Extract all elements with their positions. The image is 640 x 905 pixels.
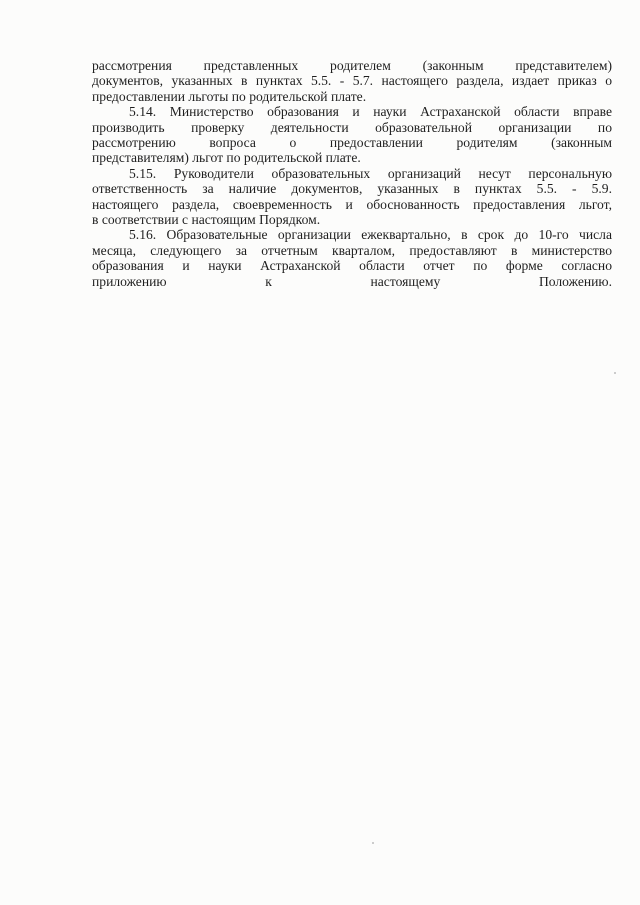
text-line: ответственность за наличие документов, указанных в пунктах 5.5. - 5.9. <box>92 181 612 197</box>
paragraph-5-15 <box>92 166 612 228</box>
text-line: 5.15. Руководители образовательных организаций несут персональную <box>129 165 612 181</box>
scan-speck <box>614 372 616 374</box>
text-line: представителям) льгот по родительской плате. <box>92 150 361 166</box>
text-line: в соответствии с настоящим Порядком. <box>92 212 321 228</box>
scan-speck <box>372 842 374 844</box>
paragraph-5-16 <box>92 227 612 289</box>
text-line: образования и науки Астраханской области отчет по форме согласно <box>92 258 612 274</box>
paragraph-1 <box>92 58 612 104</box>
text-line: предоставлении льготы по родительской плате. <box>92 88 367 104</box>
text-line: настоящего раздела, своевременность и обоснованность предоставления льгот, <box>92 196 612 212</box>
text-line: месяца, следующего за отчетным кварталом, предоставляют в министерство <box>92 242 612 258</box>
document-body <box>92 58 612 289</box>
paragraph-5-14 <box>92 104 612 166</box>
text-line: производить проверку деятельности образовательной организации по <box>92 119 612 135</box>
text-line: документов, указанных в пунктах 5.5. - 5.7. настоящего раздела, издает приказ о <box>92 73 612 89</box>
text-line: 5.16. Образовательные организации ежеквартально, в срок до 10-го числа <box>129 227 612 243</box>
text-line: 5.14. Министерство образования и науки Астраханской области вправе <box>129 104 612 120</box>
text-line: рассмотрению вопроса о предоставлении родителям (законным <box>92 135 612 151</box>
text-line: приложению к настоящему Положению. <box>92 273 612 289</box>
text-line: рассмотрения представленных родителем (законным представителем) <box>92 58 612 73</box>
